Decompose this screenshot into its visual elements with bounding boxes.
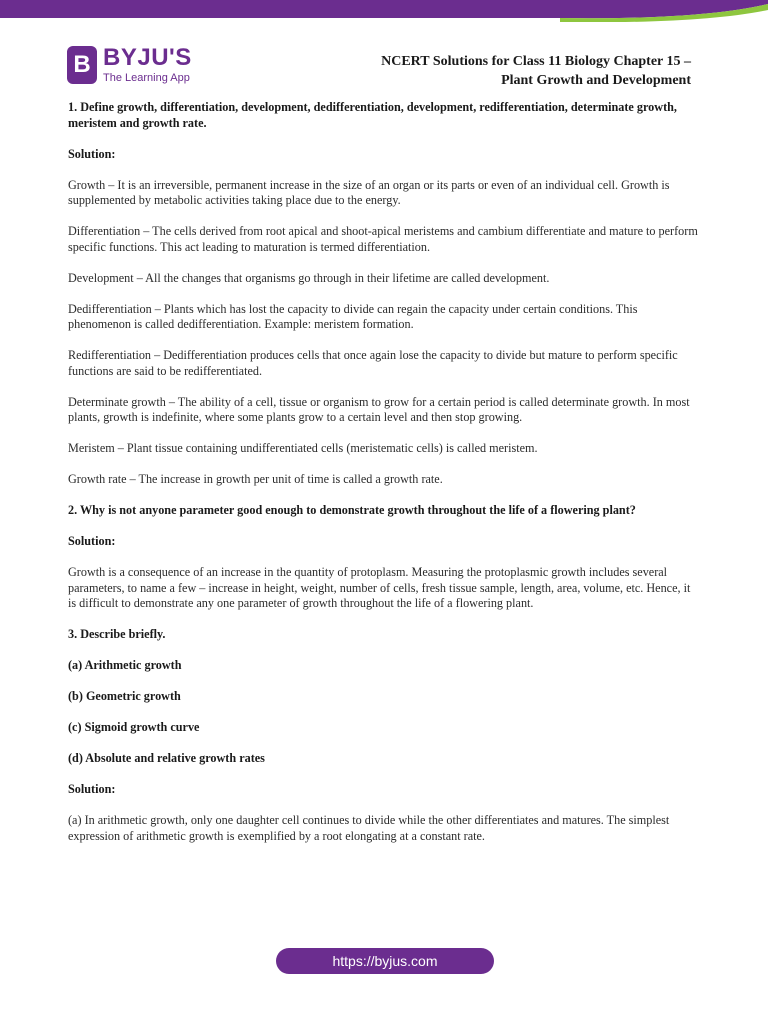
question-2: 2. Why is not anyone parameter good enough to demonstrate growth throughout the life of a flowering plant? [68, 503, 636, 517]
answer-development: Development – All the changes that organisms go through in their lifetime are called development. [68, 270, 550, 285]
document-body [68, 100, 700, 860]
question-3-part-d: (d) Absolute and relative growth rates [68, 751, 265, 765]
answer-growth-rate: Growth rate – The increase in growth per unit of time is called a growth rate. [68, 472, 443, 486]
title-line-2: Plant Growth and Development [501, 73, 691, 88]
byjus-logo [67, 44, 192, 86]
answer-2: Growth is a consequence of an increase in the quantity of protoplasm. Measuring the protoplasmic growth includes several parameters, to name a few – increase in height, weight, number of cells, fresh tissue sample, length, area, volume, etc. Hence, it is difficult to demonstrate any one parameter of growth throughout the life of a flowering plant. [68, 565, 691, 610]
answer-dedifferentiation: Dedifferentiation – Plants which has lost the capacity to divide can regain the capacity under certain conditions. This phenomenon is called dedifferentiation. Example: meristem formation. [68, 301, 638, 331]
logo-mark [67, 46, 97, 84]
solution-label: Solution: [68, 782, 116, 796]
answer-redifferentiation: Redifferentiation – Dedifferentiation produces cells that once again lose the capacity to divide but mature to perform specific functions are said to be redifferentiated. [68, 348, 678, 378]
question-3: 3. Describe briefly. [68, 627, 166, 641]
logo-letter: B [73, 51, 91, 78]
logo-tagline: The Learning App [103, 72, 190, 84]
answer-differentiation: Differentiation – The cells derived from root apical and shoot-apical meristems and cambium differentiate and mature to perform specific functions. This act leading to maturation is termed differentiation. [68, 224, 698, 254]
document-title [311, 52, 691, 90]
footer-url-link[interactable]: https://byjus.com [332, 953, 438, 969]
answer-meristem: Meristem – Plant tissue containing undifferentiated cells (meristematic cells) is called meristem. [68, 441, 538, 455]
solution-label: Solution: [68, 146, 116, 161]
footer-url-badge[interactable] [276, 948, 494, 974]
answer-determinate-growth: Determinate growth – The ability of a cell, tissue or organism to grow for a certain period is called determinate growth. In most plants, growth is indefinite, where some plants grow to a certain level and then stop growing. [68, 394, 690, 424]
top-decorative-band [0, 0, 768, 22]
question-3-part-c: (c) Sigmoid growth curve [68, 720, 200, 734]
question-3-part-b: (b) Geometric growth [68, 689, 181, 703]
answer-3a: (a) In arithmetic growth, only one daughter cell continues to divide while the other differentiates and matures. The simplest expression of arithmetic growth is exemplified by a root elongating at a constant rate. [68, 813, 670, 843]
title-line-1: NCERT Solutions for Class 11 Biology Chapter 15 – [381, 54, 691, 69]
question-1: 1. Define growth, differentiation, development, dedifferentiation, development, redifferentiation, determinate growth, meristem and growth rate. [68, 100, 677, 130]
answer-growth: Growth – It is an irreversible, permanent increase in the size of an organ or its parts or even of an individual cell. Growth is supplemented by metabolic activities taking place due to the energy. [68, 177, 670, 207]
question-3-part-a: (a) Arithmetic growth [68, 658, 182, 672]
logo-brand-name: BYJU'S [103, 44, 192, 71]
solution-label: Solution: [68, 534, 116, 548]
